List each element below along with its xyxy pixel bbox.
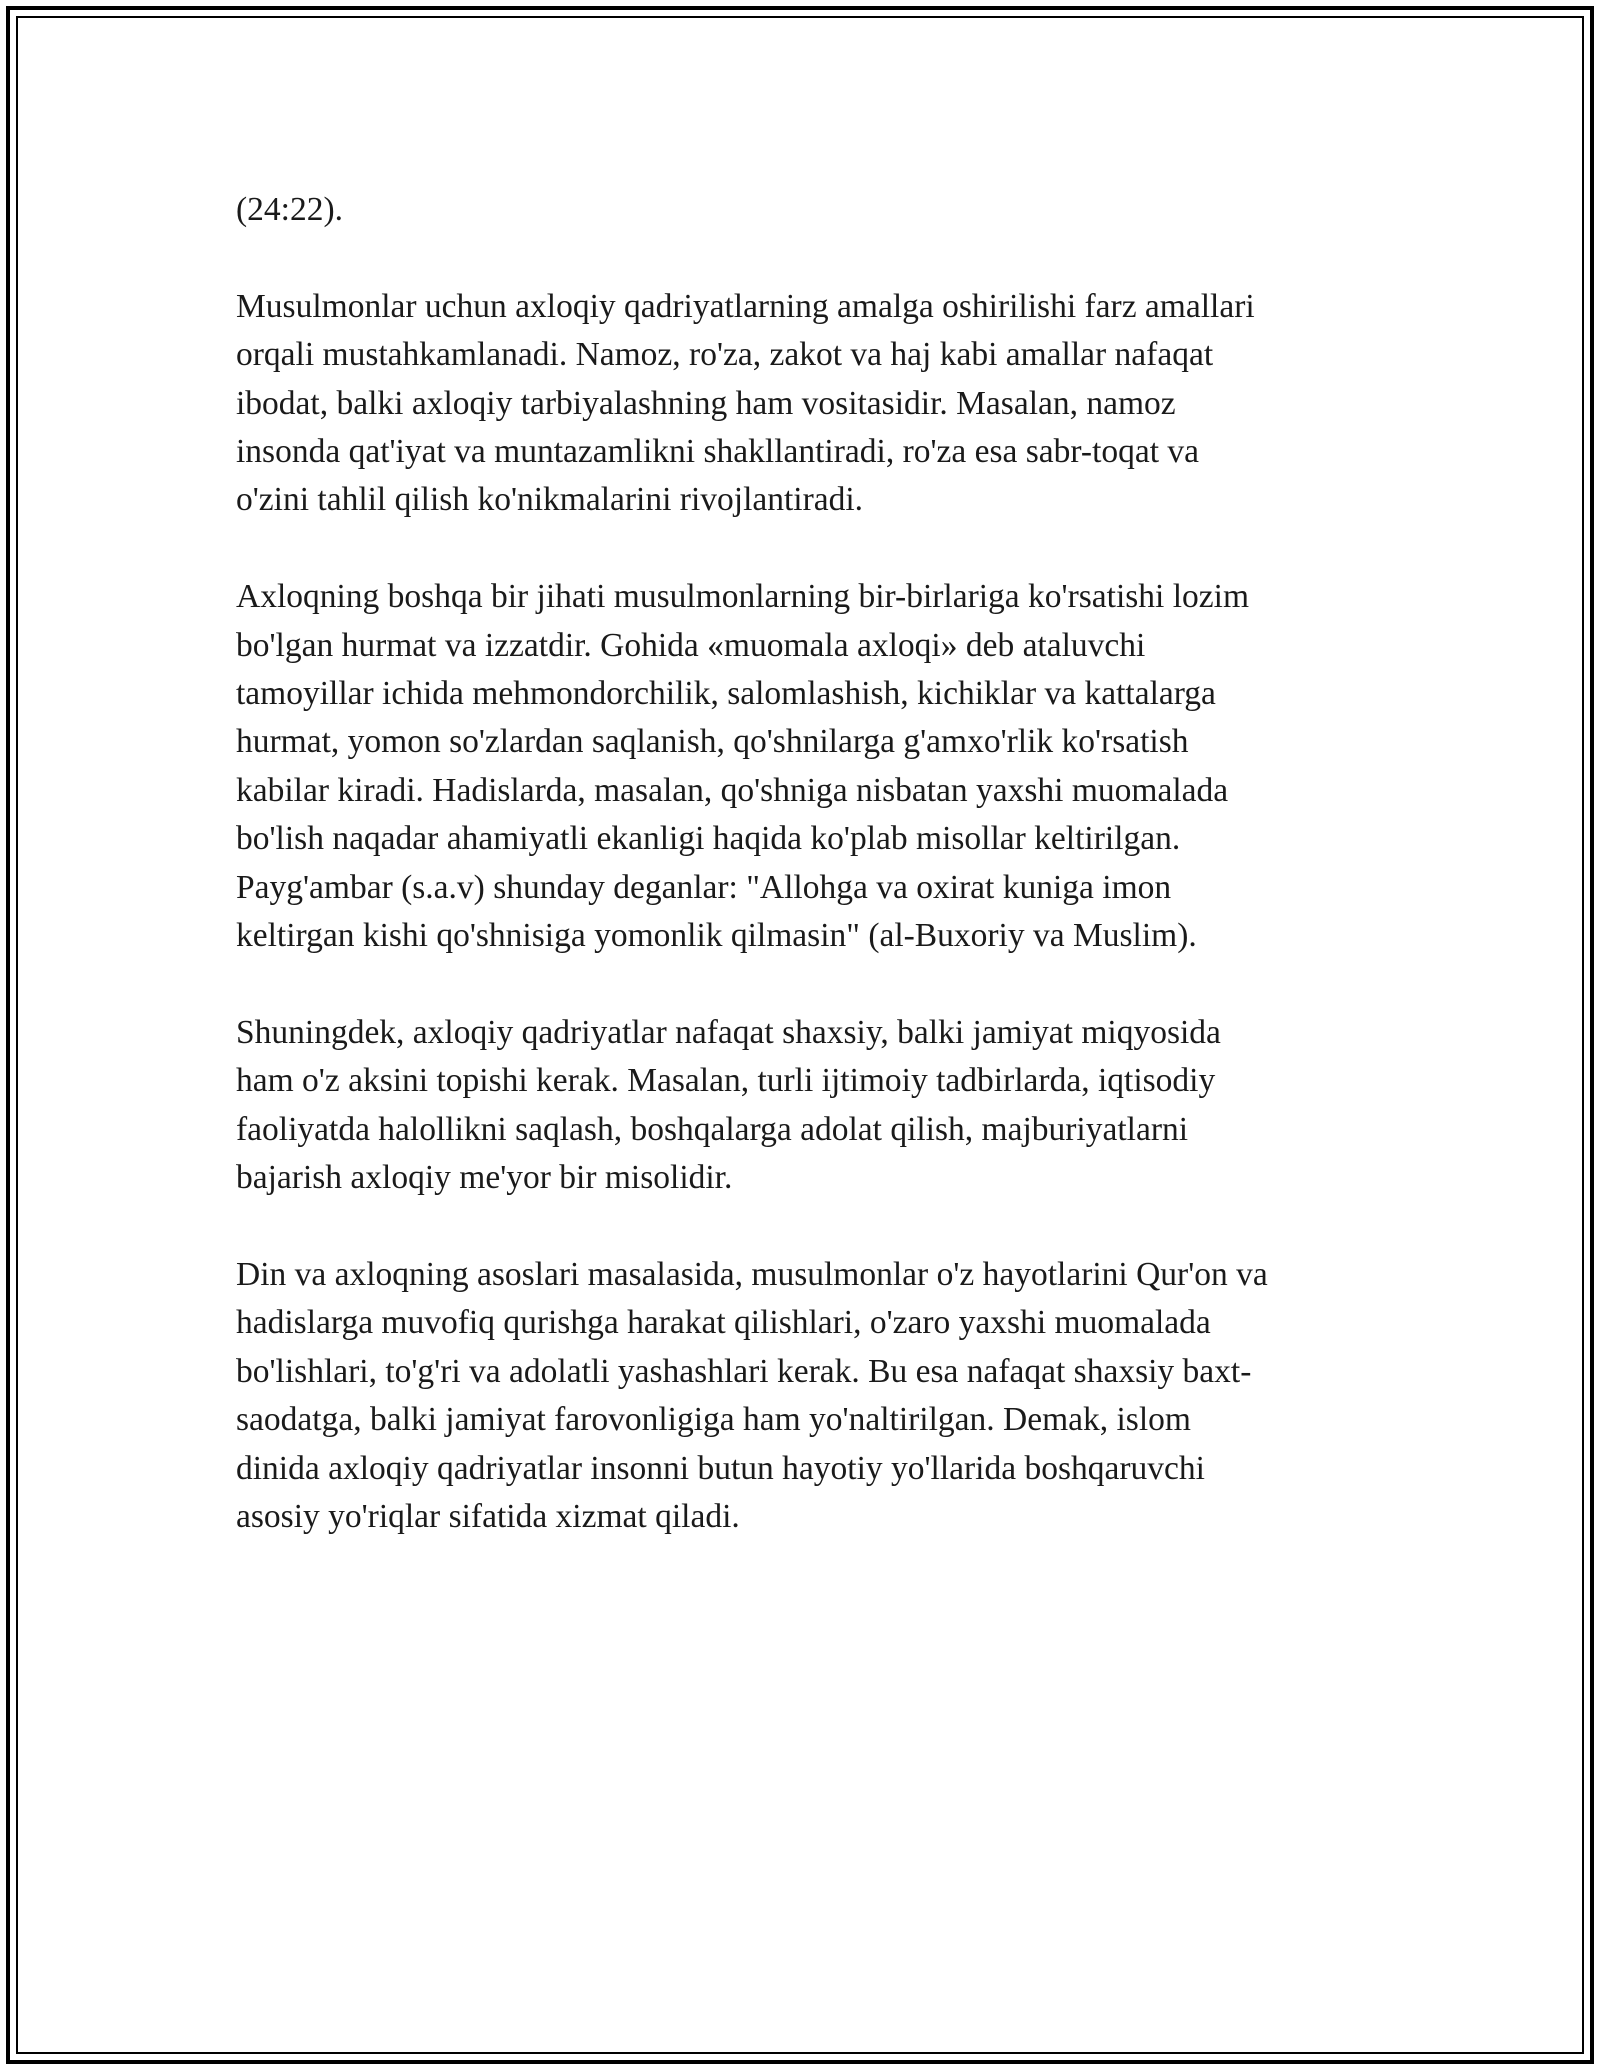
paragraph-din-va-axloq xyxy=(236,1251,1386,1541)
text-line: (24:22). xyxy=(236,191,343,228)
document-body xyxy=(236,186,1386,1590)
text-line: faoliyatda halollikni saqlash, boshqalarga adolat qilish, majburiyatlarni xyxy=(236,1110,1189,1148)
text-line: Axloqning boshqa bir jihati musulmonlarning bir-birlariga ko'rsatishi lozim xyxy=(236,578,1250,616)
text-line: keltirgan kishi qo'shnisiga yomonlik qilmasin" (al-Buxoriy va Muslim). xyxy=(236,917,1197,955)
text-line: ibodat, balki axloqiy tarbiyalashning ham vositasidir. Masalan, namoz xyxy=(236,384,1176,422)
paragraph-reference xyxy=(236,186,1386,234)
text-line: Din va axloqning asoslari masalasida, musulmonlar o'z hayotlarini Qur'on va xyxy=(236,1255,1268,1293)
text-line: asosiy yo'riqlar sifatida xizmat qiladi. xyxy=(236,1497,740,1535)
text-line: Musulmonlar uchun axloqiy qadriyatlarning amalga oshirilishi farz amallari xyxy=(236,287,1255,325)
text-line: bo'lish naqadar ahamiyatli ekanligi haqida ko'plab misollar keltirilgan. xyxy=(236,820,1181,858)
text-line: Payg'ambar (s.a.v) shunday deganlar: "Allohga va oxirat kuniga imon xyxy=(236,868,1172,906)
text-line: bo'lishlari, to'g'ri va adolatli yashashlari kerak. Bu esa nafaqat shaxsiy baxt- xyxy=(236,1352,1252,1390)
text-line: saodatga, balki jamiyat farovonligiga ham yo'naltirilgan. Demak, islom xyxy=(236,1401,1191,1439)
text-line: hurmat, yomon so'zlardan saqlanish, qo'shnilarga g'amxo'rlik ko'rsatish xyxy=(236,723,1189,761)
paragraph-jamiyat-miqyosi xyxy=(236,1009,1386,1203)
text-line: bo'lgan hurmat va izzatdir. Gohida «muomala axloqi» deb ataluvchi xyxy=(236,626,1146,664)
text-line: o'zini tahlil qilish ko'nikmalarini rivojlantiradi. xyxy=(236,481,864,519)
text-line: orqali mustahkamlanadi. Namoz, ro'za, zakot va haj kabi amallar nafaqat xyxy=(236,336,1214,374)
text-line: hadislarga muvofiq qurishga harakat qilishlari, o'zaro yaxshi muomalada xyxy=(236,1304,1211,1342)
text-line: ham o'z aksini topishi kerak. Masalan, turli ijtimoiy tadbirlarda, iqtisodiy xyxy=(236,1062,1216,1100)
text-line: Shuningdek, axloqiy qadriyatlar nafaqat shaxsiy, balki jamiyat miqyosida xyxy=(236,1013,1221,1051)
text-line: dinida axloqiy qadriyatlar insonni butun hayotiy yo'llarida boshqaruvchi xyxy=(236,1449,1205,1487)
paragraph-farz-amallar xyxy=(236,283,1386,525)
text-line: insonda qat'iyat va muntazamlikni shakllantiradi, ro'za esa sabr-toqat va xyxy=(236,433,1200,471)
text-line: bajarish axloqiy me'yor bir misolidir. xyxy=(236,1159,733,1197)
text-line: kabilar kiradi. Hadislarda, masalan, qo'shniga nisbatan yaxshi muomalada xyxy=(236,771,1229,809)
paragraph-muomala-axloqi xyxy=(236,573,1386,960)
text-line: tamoyillar ichida mehmondorchilik, salomlashish, kichiklar va kattalarga xyxy=(236,675,1216,713)
